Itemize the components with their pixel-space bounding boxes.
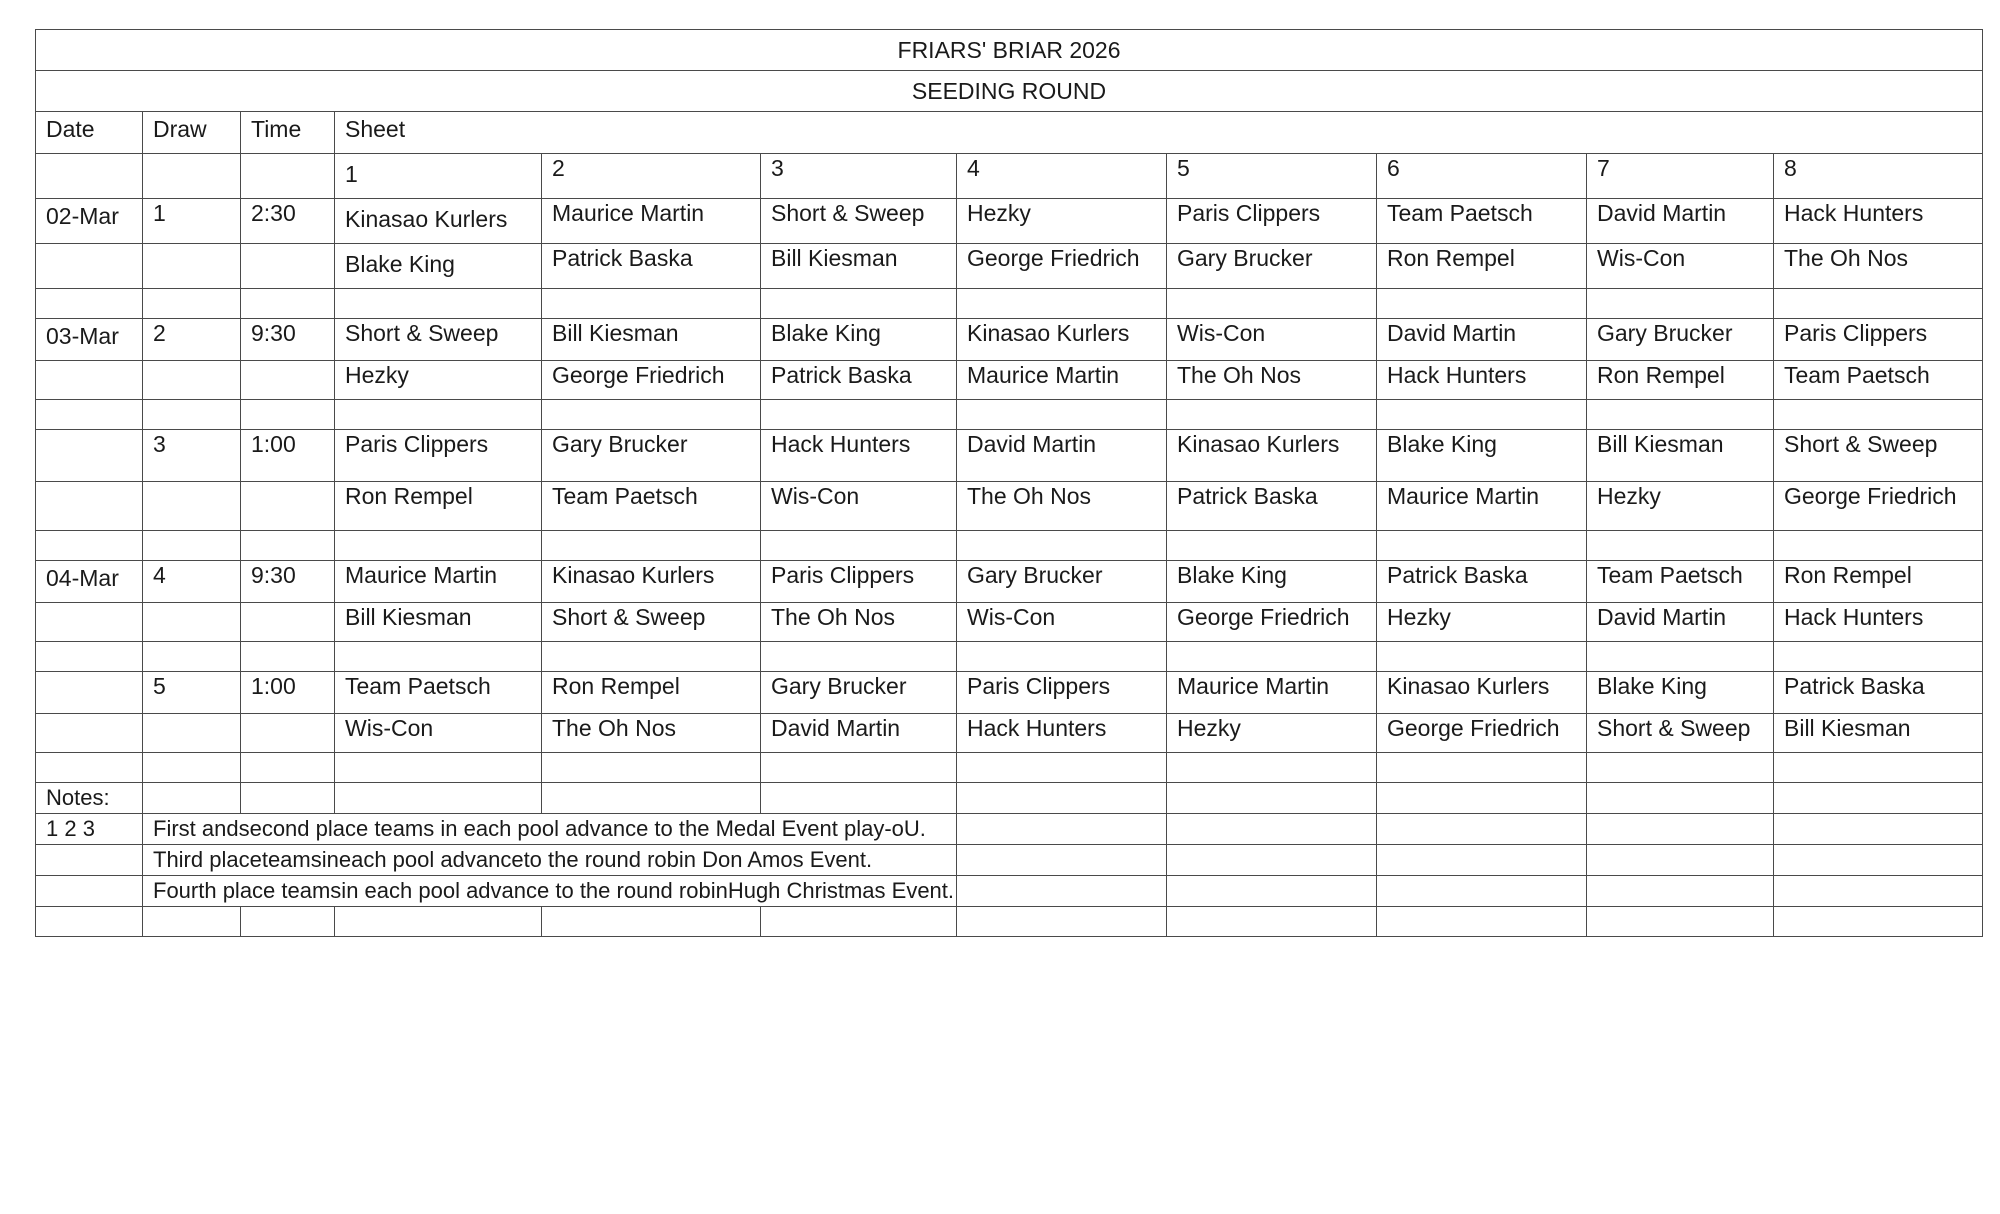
team-name: David Martin [1587,603,1774,642]
empty-cell [241,400,335,430]
empty-cell [1587,753,1774,783]
seeding-round-schedule-table [35,29,1983,937]
empty-cell [36,361,143,400]
note-text: Fourth place teamsin each pool advance to the round robinHugh Christmas Event. [143,876,957,907]
empty-cell [957,814,1167,845]
empty-cell [957,783,1167,814]
empty-cell [143,531,241,561]
empty-cell [143,907,241,937]
team-name: Wis-Con [1587,244,1774,289]
empty-cell [1774,531,1983,561]
team-name: Patrick Baska [1774,672,1983,714]
team-name: George Friedrich [957,244,1167,289]
draw-top-row [36,561,1983,603]
notes-label: Notes: [36,783,143,814]
empty-cell [1587,400,1774,430]
draw-time: 9:30 [241,561,335,603]
empty-cell [241,907,335,937]
empty-cell [241,244,335,289]
empty-cell [143,482,241,531]
team-name: George Friedrich [1377,714,1587,753]
empty-cell [542,400,761,430]
team-name: Blake King [761,319,957,361]
empty-cell [761,642,957,672]
empty-cell [1774,845,1983,876]
empty-cell [241,482,335,531]
draw-bottom-row [36,244,1983,289]
empty-cell [241,154,335,199]
sheet-number: 2 [542,154,761,199]
draw-bottom-row [36,603,1983,642]
draw-date: 03-Mar [36,319,143,361]
sheet-number: 8 [1774,154,1983,199]
team-name: Hack Hunters [761,430,957,482]
team-name: Patrick Baska [1377,561,1587,603]
empty-cell [1774,783,1983,814]
draw-number: 1 [143,199,241,244]
team-name: Blake King [1587,672,1774,714]
empty-cell [335,753,542,783]
team-name: The Oh Nos [1774,244,1983,289]
team-name: Patrick Baska [761,361,957,400]
team-name: Team Paetsch [1587,561,1774,603]
draw-number: 4 [143,561,241,603]
draw-bottom-row [36,714,1983,753]
team-name: George Friedrich [1774,482,1983,531]
empty-cell [1167,876,1377,907]
team-name: George Friedrich [542,361,761,400]
empty-cell [1377,845,1587,876]
draw-time: 1:00 [241,430,335,482]
date-header: Date [36,112,143,154]
team-name: Ron Rempel [542,672,761,714]
team-name: Paris Clippers [1167,199,1377,244]
empty-cell [542,907,761,937]
time-header: Time [241,112,335,154]
empty-cell [241,361,335,400]
team-name: Paris Clippers [335,430,542,482]
empty-cell [1167,907,1377,937]
team-name: David Martin [1587,199,1774,244]
team-name: George Friedrich [1167,603,1377,642]
empty-cell [36,531,143,561]
empty-cell [143,244,241,289]
empty-cell [1774,642,1983,672]
empty-cell [1587,531,1774,561]
empty-cell [1587,814,1774,845]
empty-cell [1587,289,1774,319]
empty-cell [761,289,957,319]
empty-cell [1587,876,1774,907]
team-name: The Oh Nos [542,714,761,753]
draw-top-row [36,430,1983,482]
draw-time: 9:30 [241,319,335,361]
team-name: Gary Brucker [761,672,957,714]
team-name: Gary Brucker [957,561,1167,603]
empty-cell [542,753,761,783]
team-name: Paris Clippers [957,672,1167,714]
sheet-number: 5 [1167,154,1377,199]
empty-cell [1167,753,1377,783]
notes-label-row [36,783,1983,814]
team-name: Bill Kiesman [1774,714,1983,753]
note-text: Third placeteamsineach pool advanceto the round robin Don Amos Event. [143,845,957,876]
team-name: The Oh Nos [761,603,957,642]
spacer-row [36,400,1983,430]
empty-cell [1774,289,1983,319]
empty-cell [36,603,143,642]
empty-cell [335,783,542,814]
team-name: Wis-Con [761,482,957,531]
team-name: Hack Hunters [1377,361,1587,400]
team-name: The Oh Nos [1167,361,1377,400]
empty-cell [143,753,241,783]
empty-cell [1167,400,1377,430]
empty-cell [1377,907,1587,937]
team-name: Kinasao Kurlers [542,561,761,603]
empty-cell [1377,783,1587,814]
team-name: Maurice Martin [957,361,1167,400]
empty-cell [241,753,335,783]
empty-cell [1377,642,1587,672]
empty-cell [1774,907,1983,937]
team-name: Hezky [1377,603,1587,642]
team-name: Wis-Con [957,603,1167,642]
empty-cell [761,753,957,783]
draw-number: 5 [143,672,241,714]
draw-bottom-row [36,361,1983,400]
empty-cell [36,244,143,289]
team-name: Wis-Con [335,714,542,753]
empty-cell [1167,289,1377,319]
notes-ref: 1 2 3 [36,814,143,845]
team-name: Team Paetsch [335,672,542,714]
empty-cell [761,907,957,937]
schedule-title: FRIARS' BRIAR 2026 [36,30,1983,71]
note-row [36,845,1983,876]
team-name: Patrick Baska [542,244,761,289]
sheet-header: Sheet [335,112,1983,154]
empty-cell [1167,814,1377,845]
empty-cell [241,783,335,814]
team-name: Team Paetsch [542,482,761,531]
team-name: Hezky [957,199,1167,244]
team-name: The Oh Nos [957,482,1167,531]
empty-cell [143,714,241,753]
team-name: Team Paetsch [1774,361,1983,400]
team-name: Hezky [1167,714,1377,753]
spacer-row [36,531,1983,561]
empty-cell [1377,876,1587,907]
empty-cell [957,289,1167,319]
team-name: Blake King [1377,430,1587,482]
draw-date: 02-Mar [36,199,143,244]
empty-cell [1587,845,1774,876]
draw-date: 04-Mar [36,561,143,603]
team-name: Gary Brucker [1587,319,1774,361]
team-name: Bill Kiesman [761,244,957,289]
draw-date [36,430,143,482]
empty-cell [335,907,542,937]
empty-cell [36,289,143,319]
empty-cell [761,400,957,430]
draw-top-row [36,319,1983,361]
empty-cell [761,783,957,814]
empty-cell [1587,907,1774,937]
empty-cell [36,482,143,531]
empty-cell [542,289,761,319]
note-text: First andsecond place teams in each pool advance to the Medal Event play-oU. [143,814,957,845]
trailing-row [36,907,1983,937]
team-name: Hezky [335,361,542,400]
team-name: Short & Sweep [335,319,542,361]
team-name: Short & Sweep [761,199,957,244]
empty-cell [1774,814,1983,845]
team-name: David Martin [957,430,1167,482]
empty-cell [241,714,335,753]
empty-cell [1377,531,1587,561]
empty-cell [1377,814,1587,845]
team-name: David Martin [1377,319,1587,361]
note-row [36,876,1983,907]
empty-cell [36,876,143,907]
empty-cell [36,154,143,199]
draw-header: Draw [143,112,241,154]
team-name: Hack Hunters [1774,199,1983,244]
empty-cell [957,642,1167,672]
draw-date [36,672,143,714]
team-name: Kinasao Kurlers [1377,672,1587,714]
empty-cell [335,289,542,319]
empty-cell [1377,289,1587,319]
team-name: Bill Kiesman [542,319,761,361]
sheet-number: 4 [957,154,1167,199]
draw-number: 3 [143,430,241,482]
team-name: Bill Kiesman [335,603,542,642]
team-name: Wis-Con [1167,319,1377,361]
team-name: Blake King [1167,561,1377,603]
team-name: Ron Rempel [1774,561,1983,603]
draw-time: 2:30 [241,199,335,244]
empty-cell [1167,783,1377,814]
team-name: Short & Sweep [542,603,761,642]
team-name: Short & Sweep [1587,714,1774,753]
empty-cell [241,289,335,319]
team-name: David Martin [761,714,957,753]
empty-cell [241,642,335,672]
empty-cell [335,642,542,672]
empty-cell [1774,400,1983,430]
empty-cell [957,876,1167,907]
empty-cell [36,642,143,672]
sheet-number: 1 [335,154,542,199]
sheet-number: 7 [1587,154,1774,199]
empty-cell [36,753,143,783]
empty-cell [1167,642,1377,672]
draw-time: 1:00 [241,672,335,714]
spacer-row [36,642,1983,672]
empty-cell [143,642,241,672]
note-row [36,814,1983,845]
empty-cell [143,400,241,430]
team-name: Ron Rempel [335,482,542,531]
team-name: Hezky [1587,482,1774,531]
team-name: Bill Kiesman [1587,430,1774,482]
sheet-number-row [36,154,1983,199]
empty-cell [1587,783,1774,814]
team-name: Hack Hunters [1774,603,1983,642]
empty-cell [1167,531,1377,561]
draw-top-row [36,672,1983,714]
empty-cell [1774,753,1983,783]
empty-cell [143,603,241,642]
spacer-row [36,753,1983,783]
team-name: Team Paetsch [1377,199,1587,244]
empty-cell [957,531,1167,561]
team-name: Patrick Baska [1167,482,1377,531]
team-name: Paris Clippers [1774,319,1983,361]
draw-top-row [36,199,1983,244]
team-name: Kinasao Kurlers [957,319,1167,361]
schedule-subtitle: SEEDING ROUND [36,71,1983,112]
team-name: Ron Rempel [1587,361,1774,400]
empty-cell [542,783,761,814]
empty-cell [957,907,1167,937]
empty-cell [1587,642,1774,672]
empty-cell [542,642,761,672]
empty-cell [1377,753,1587,783]
team-name: Short & Sweep [1774,430,1983,482]
empty-cell [335,531,542,561]
team-name: Kinasao Kurlers [335,199,542,244]
empty-cell [241,603,335,642]
team-name: Blake King [335,244,542,289]
draw-bottom-row [36,482,1983,531]
empty-cell [36,400,143,430]
team-name: Gary Brucker [542,430,761,482]
title-row [36,30,1983,71]
empty-cell [36,714,143,753]
empty-cell [143,361,241,400]
team-name: Maurice Martin [1167,672,1377,714]
sheet-number: 6 [1377,154,1587,199]
empty-cell [335,400,542,430]
empty-cell [957,753,1167,783]
team-name: Kinasao Kurlers [1167,430,1377,482]
empty-cell [143,783,241,814]
empty-cell [143,154,241,199]
empty-cell [1774,876,1983,907]
empty-cell [241,531,335,561]
draw-number: 2 [143,319,241,361]
empty-cell [143,289,241,319]
sheet-number: 3 [761,154,957,199]
team-name: Hack Hunters [957,714,1167,753]
team-name: Maurice Martin [335,561,542,603]
team-name: Maurice Martin [542,199,761,244]
team-name: Paris Clippers [761,561,957,603]
empty-cell [957,400,1167,430]
header-row [36,112,1983,154]
empty-cell [542,531,761,561]
spacer-row [36,289,1983,319]
empty-cell [761,531,957,561]
empty-cell [36,907,143,937]
empty-cell [1167,845,1377,876]
empty-cell [36,845,143,876]
subtitle-row [36,71,1983,112]
empty-cell [1377,400,1587,430]
empty-cell [957,845,1167,876]
team-name: Gary Brucker [1167,244,1377,289]
team-name: Maurice Martin [1377,482,1587,531]
team-name: Ron Rempel [1377,244,1587,289]
